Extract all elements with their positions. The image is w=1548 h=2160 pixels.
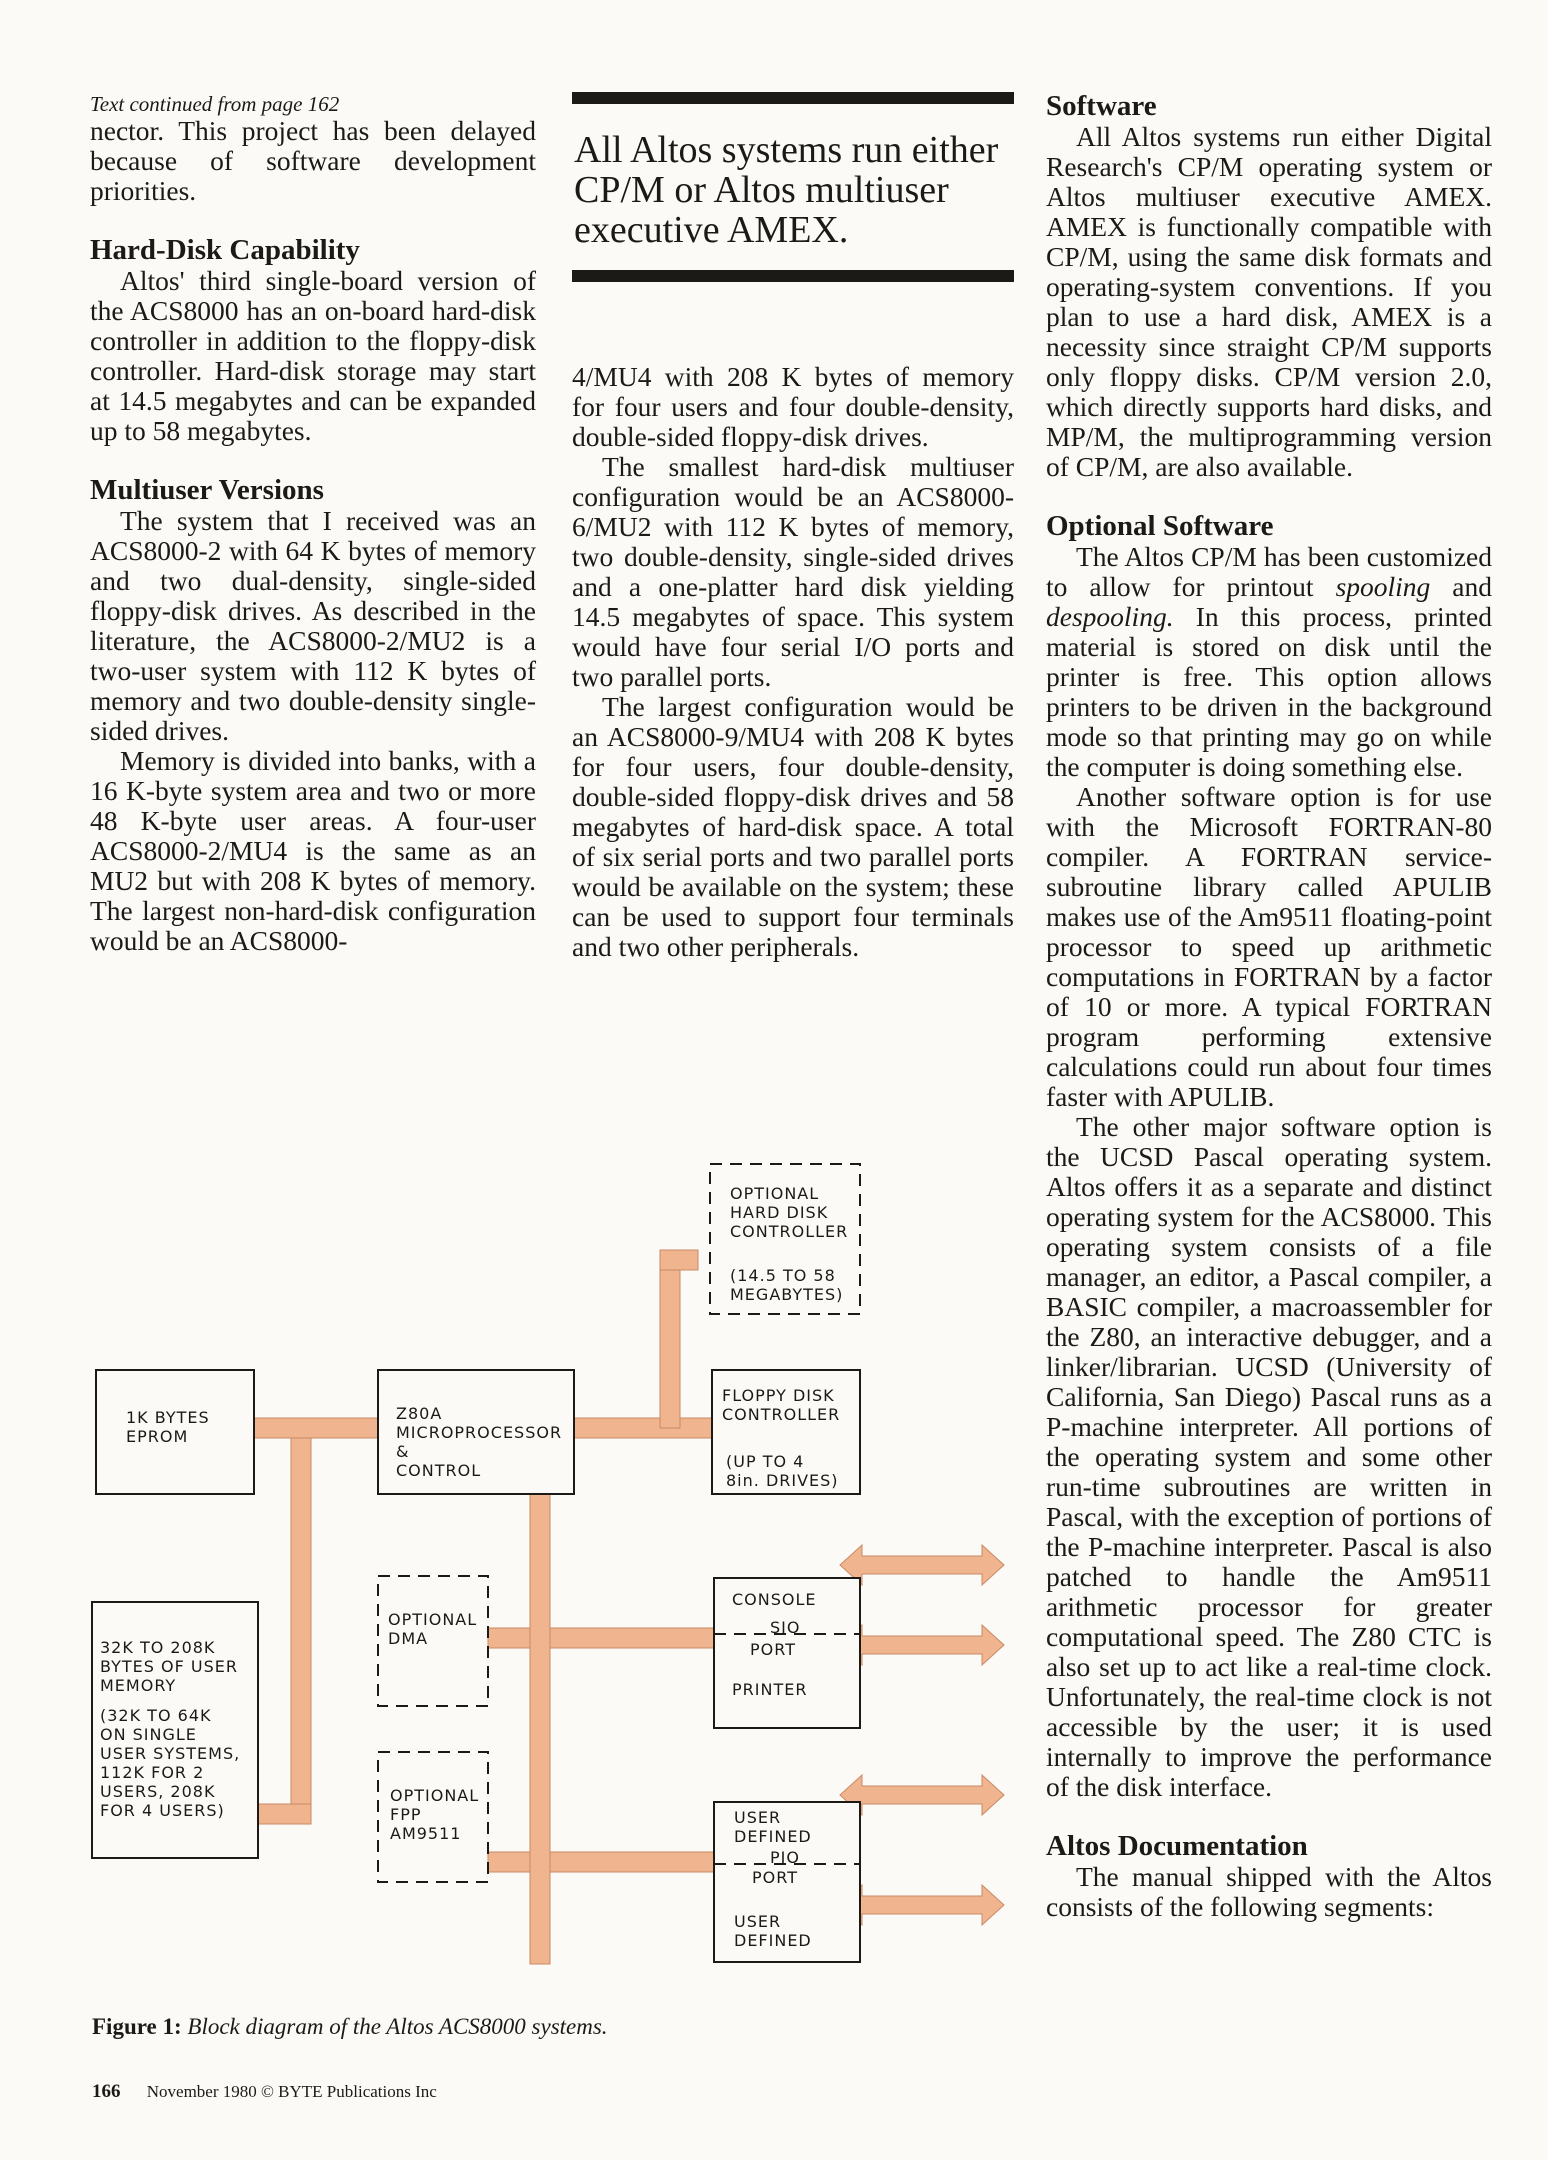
column-2 bbox=[572, 362, 1014, 962]
printer-label: PRINTER bbox=[732, 1680, 808, 1699]
bus-segment bbox=[258, 1804, 311, 1824]
heading-documentation: Altos Documentation bbox=[1046, 1830, 1308, 1862]
user-defined-top-label: USER DEFINED bbox=[734, 1808, 812, 1846]
pull-quote bbox=[572, 92, 1014, 282]
column-1 bbox=[90, 92, 536, 956]
paragraph: nector. This project has been delayed because of software development priorities. bbox=[90, 115, 536, 206]
user-defined-bottom-label: USER DEFINED bbox=[734, 1912, 812, 1950]
page-number: 166 bbox=[92, 2081, 121, 2102]
bidirectional-arrow bbox=[840, 1885, 1004, 1925]
heading-hard-disk: Hard-Disk Capability bbox=[90, 234, 360, 266]
paragraph: Altos' third single-board version of the ACS8000 has an on-board hard-disk controller in addition to the floppy-disk controller. Hard-disk storage may start at 14.5 megabytes and can be expanded up to 58 megabytes. bbox=[90, 265, 536, 446]
paragraph bbox=[1046, 542, 1492, 782]
bus-segment bbox=[291, 1438, 311, 1824]
bus-segment bbox=[660, 1250, 698, 1270]
heading-optional-software: Optional Software bbox=[1046, 510, 1274, 542]
paragraph: Memory is divided into banks, with a 16 K-byte system area and two or more 48 K-byte user areas. A four-user ACS8000-2/MU4 is the same as an MU2 but with 208 K bytes of memory. The largest non-hard-disk configuration would be an ACS8000- bbox=[90, 745, 536, 956]
paragraph: The other major software option is the UCSD Pascal operating system. Altos offers it as a separate and distinct operating system for the ACS8000. This operating system consists of a file manager, an editor, a Pascal compiler, a BASIC compiler, a macroassembler for the Z80, an interactive debugger, and a linker/librarian. UCSD (University of California, San Diego) Pascal runs as a P-machine interpreter. All portions of the operating system and some other run-time subroutines are written in Pascal, with the exception of portions of the P-machine interpreter. Pascal is also patched to handle the Am9511 arithmetic processor for greater computational speed. The Z80 CTC is also set up to act like a real-time clock. Unfortunately, the real-time clock is not accessible by the user; it is used internally to improve the performance of the disk interface. bbox=[1046, 1111, 1492, 1802]
page-footer bbox=[92, 2081, 437, 2103]
heading-software: Software bbox=[1046, 90, 1157, 122]
hard-disk-label: OPTIONAL HARD DISK CONTROLLER bbox=[730, 1184, 849, 1241]
bidirectional-arrow bbox=[840, 1625, 1004, 1665]
bus-segment bbox=[550, 1628, 714, 1648]
heading-multiuser: Multiuser Versions bbox=[90, 474, 324, 506]
cpu-label: Z80A MICROPROCESSOR & CONTROL bbox=[396, 1404, 563, 1480]
figure-caption bbox=[92, 2014, 608, 2040]
term-spooling: spooling bbox=[1335, 571, 1431, 602]
memory-label: 32K TO 208K BYTES OF USER MEMORY bbox=[100, 1638, 238, 1695]
figure-caption-text: Block diagram of the Altos ACS8000 systems. bbox=[187, 2014, 608, 2039]
floppy-label: FLOPPY DISK CONTROLLER bbox=[722, 1386, 841, 1424]
bus-segment bbox=[488, 1628, 530, 1648]
fpp-label: OPTIONAL FPP AM9511 bbox=[390, 1786, 480, 1843]
hard-disk-size-label: (14.5 TO 58 MEGABYTES) bbox=[730, 1266, 844, 1304]
block-diagram bbox=[90, 1140, 1020, 1970]
memory-note-label: (32K TO 64K ON SINGLE USER SYSTEMS, 112K FOR 2 USERS, 208K FOR 4 USERS) bbox=[100, 1706, 241, 1820]
paragraph: The smallest hard-disk multiuser configuration would be an ACS8000-6/MU2 with 112 K bytes of memory, two double-density, single-sided drives and a one-platter hard disk yielding 14.5 megabytes of space. This system would have four serial I/O ports and two parallel ports. bbox=[572, 451, 1014, 692]
bidirectional-arrow bbox=[840, 1545, 1004, 1585]
paragraph: Another software option is for use with the Microsoft FORTRAN-80 compiler. A FORTRAN service-subroutine library called APULIB makes use of the Am9511 floating-point processor to speed up arithmetic computations in FORTRAN by a factor of 10 or more. A typical FORTRAN program performing extensive calculations could run about four times faster with APULIB. bbox=[1046, 781, 1492, 1112]
rule-bottom bbox=[572, 270, 1014, 282]
text: In this process, printed material is stored on disk until the printer is free. This option allows printers to be driven in the background mode so that printing may go on while the computer is doing something else. bbox=[1046, 601, 1492, 782]
pull-quote-text: All Altos systems run either CP/M or Altos multiuser executive AMEX. bbox=[574, 129, 999, 251]
bus-segment bbox=[530, 1494, 550, 1964]
diagram-graphic bbox=[90, 1140, 1020, 1970]
eprom-label: 1K BYTES EPROM bbox=[126, 1408, 210, 1446]
floppy-drives-label: (UP TO 4 8in. DRIVES) bbox=[726, 1452, 839, 1490]
column-3 bbox=[1046, 90, 1492, 1922]
paragraph: All Altos systems run either Digital Research's CP/M operating system or Altos multiuser executive AMEX. AMEX is functionally compatible with CP/M, using the same disk formats and operating-system conventions. If you plan to use a hard disk, AMEX is a necessity since straight CP/M supports only floppy disks. CP/M version 2.0, which directly supports hard disks, and MP/M, the multiprogramming version of CP/M, are also available. bbox=[1046, 121, 1492, 482]
rule-top bbox=[572, 92, 1014, 104]
bus-segment bbox=[550, 1852, 714, 1872]
bus-segment bbox=[488, 1852, 530, 1872]
paragraph: The largest configuration would be an ACS8000-9/MU4 with 208 K bytes for four users, four double-density, double-sided floppy-disk drives and 58 megabytes of hard-disk space. A total of six serial ports and two parallel ports would be available on the system; these can be used to support four terminals and two other peripherals. bbox=[572, 691, 1014, 962]
sio-label: SIO bbox=[770, 1618, 801, 1637]
text: and bbox=[1430, 571, 1492, 602]
sio-port-label: PORT bbox=[750, 1640, 796, 1659]
bus-segment bbox=[574, 1418, 714, 1438]
text: The Altos CP/M has been customized to allow for printout bbox=[1046, 541, 1492, 602]
console-label: CONSOLE bbox=[732, 1590, 817, 1609]
paragraph: 4/MU4 with 208 K bytes of memory for four users and four double-density, double-sided floppy-disk drives. bbox=[572, 361, 1014, 452]
pio-port-label: PORT bbox=[752, 1868, 798, 1887]
term-despooling: despooling. bbox=[1046, 601, 1174, 632]
dma-label: OPTIONAL DMA bbox=[388, 1610, 478, 1648]
figure-caption-label: Figure 1: bbox=[92, 2014, 182, 2039]
bidirectional-arrow bbox=[840, 1775, 1004, 1815]
continued-note: Text continued from page 162 bbox=[90, 92, 340, 116]
paragraph: The system that I received was an ACS8000-2 with 64 K bytes of memory and two dual-density, single-sided floppy-disk drives. As described in the literature, the ACS8000-2/MU2 is a two-user system with 112 K bytes of memory and two double-density single-sided drives. bbox=[90, 505, 536, 746]
paragraph: The manual shipped with the Altos consists of the following segments: bbox=[1046, 1861, 1492, 1922]
pio-label: PIO bbox=[770, 1848, 800, 1867]
bus-segment bbox=[660, 1250, 680, 1428]
footer-line: November 1980 © BYTE Publications Inc bbox=[146, 2082, 437, 2101]
